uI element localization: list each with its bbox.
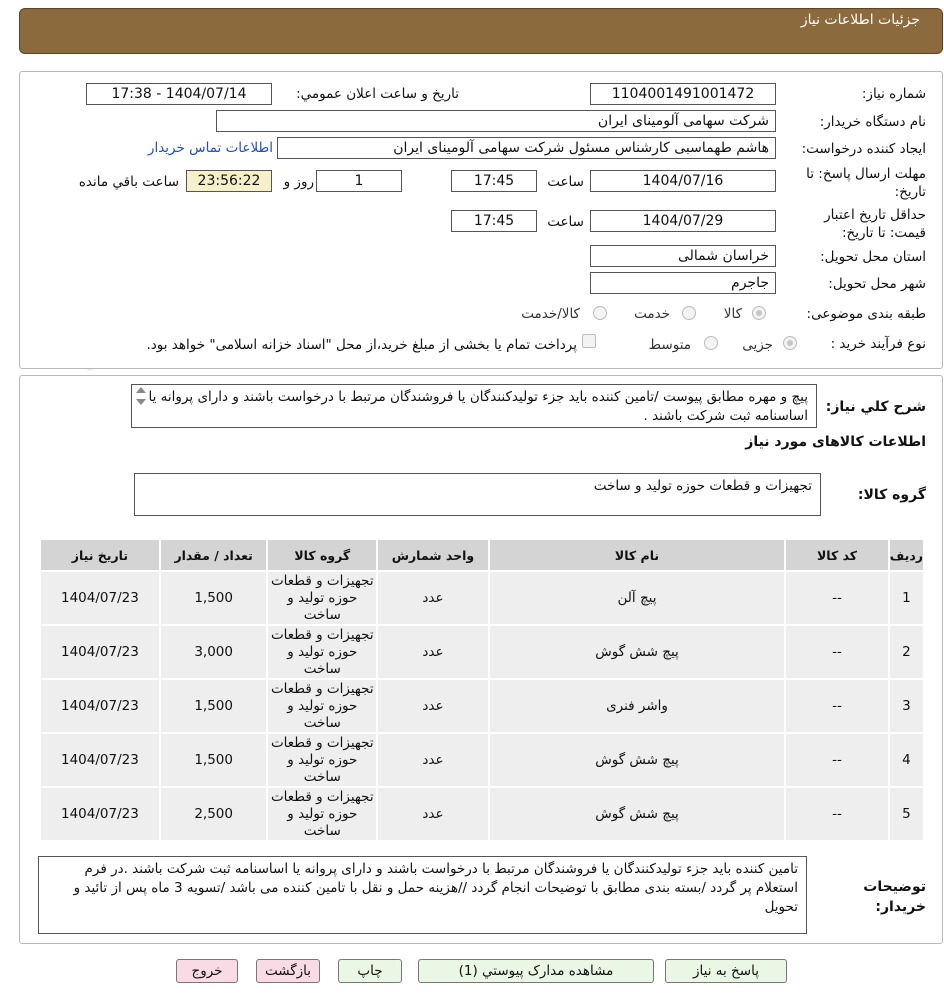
cell-date: 1404/07/23 (40, 625, 160, 679)
creator-field: هاشم طهماسبی کارشناس مسئول شرکت سهامی آلومینای ایران (277, 137, 776, 159)
scroll-down-icon[interactable] (136, 399, 146, 405)
cell-unit: عدد (377, 625, 489, 679)
deadline-days-field: 1 (316, 170, 402, 192)
view-attachments-button[interactable]: مشاهده مدارک پیوستي (1) (418, 959, 654, 983)
remaining-time-label: ساعت باقي مانده (78, 174, 179, 190)
cell-unit: عدد (377, 571, 489, 625)
table-header-row (40, 539, 924, 571)
cell-quantity: 2,500 (160, 787, 268, 841)
summary-text: پیچ و مهره مطابق پیوست /تامین کننده باید جزء تولیدکنندگان یا فروشندگان مرتبط با درخواست باشند و دارای پروانه یا اساسنامه ثبت شرکت باشند . (148, 389, 808, 424)
cell-name: پیچ شش گوش (489, 733, 786, 787)
category-option-goods: کالا (723, 306, 742, 322)
treasury-checkbox[interactable] (582, 334, 596, 348)
print-button[interactable]: چاپ (338, 959, 402, 983)
cell-quantity: 1,500 (160, 733, 268, 787)
cell-date: 1404/07/23 (40, 733, 160, 787)
remaining-time-field: 23:56:22 (186, 170, 272, 192)
buyer-label: نام دستگاه خریدار: (819, 114, 926, 130)
cell-date: 1404/07/23 (40, 787, 160, 841)
cell-name: پیچ شش گوش (489, 787, 786, 841)
announce-label: تاریخ و ساعت اعلان عمومي: (296, 86, 459, 102)
table-row (40, 733, 924, 787)
process-option-medium: متوسط (648, 337, 691, 353)
col-header-code: کد کالا (785, 539, 889, 571)
buyer-field: شرکت سهامی آلومینای ایران (216, 110, 776, 132)
deadline-date-field: 1404/07/16 (590, 170, 776, 192)
category-radio-service[interactable] (682, 306, 696, 320)
process-option-minor: جزیی (742, 337, 773, 353)
validity-date-field: 1404/07/29 (590, 210, 776, 232)
deadline-time-field: 17:45 (451, 170, 537, 192)
cell-code: -- (785, 787, 889, 841)
cell-group: تجهیزات و قطعات حوزه تولید و ساخت (267, 625, 377, 679)
cell-group: تجهیزات و قطعات حوزه تولید و ساخت (267, 679, 377, 733)
cell-group: تجهیزات و قطعات حوزه تولید و ساخت (267, 571, 377, 625)
cell-code: -- (785, 679, 889, 733)
deadline-time-label: ساعت (547, 174, 584, 190)
scroll-up-icon[interactable] (136, 387, 146, 393)
summary-label: شرح کلي نیاز: (825, 399, 926, 415)
cell-date: 1404/07/23 (40, 679, 160, 733)
need-number-field: 1104001491001472 (590, 83, 776, 105)
col-header-quantity: تعداد / مقدار (160, 539, 268, 571)
back-button[interactable]: بازگشت (256, 959, 320, 983)
creator-label: ایجاد کننده درخواست: (801, 141, 926, 157)
col-header-row-number: ردیف (889, 539, 924, 571)
cell-name: پیچ آلن (489, 571, 786, 625)
items-table (39, 538, 925, 842)
validity-time-field: 17:45 (451, 210, 537, 232)
buyer-contact-link[interactable]: اطلاعات تماس خریدار (147, 140, 273, 156)
need-number-label: شماره نیاز: (861, 86, 926, 102)
province-label: استان محل تحویل: (820, 249, 926, 265)
table-row (40, 679, 924, 733)
table-row (40, 571, 924, 625)
cell-row-number: 5 (889, 787, 924, 841)
cell-unit: عدد (377, 679, 489, 733)
province-field: خراسان شمالی (590, 245, 776, 267)
cell-date: 1404/07/23 (40, 571, 160, 625)
buyer-notes-textarea[interactable] (38, 856, 807, 934)
cell-code: -- (785, 733, 889, 787)
summary-textarea[interactable] (131, 384, 817, 428)
cell-row-number: 4 (889, 733, 924, 787)
city-label: شهر محل تحویل: (828, 276, 926, 292)
category-radio-goods[interactable] (752, 306, 766, 320)
summary-scroll-arrows[interactable] (135, 385, 147, 407)
reply-button[interactable]: پاسخ به نیاز (665, 959, 787, 983)
category-option-goods-service: کالا/خدمت (521, 306, 580, 322)
cell-quantity: 3,000 (160, 625, 268, 679)
cell-quantity: 1,500 (160, 571, 268, 625)
buyer-notes-label: توضیحات خریدار: (863, 879, 926, 915)
goods-section-title: اطلاعات کالاهای مورد نیاز (745, 434, 926, 450)
cell-name: پیچ شش گوش (489, 625, 786, 679)
goods-group-label: گروه کالا: (857, 487, 926, 503)
validity-label: حداقل تاریخ اعتبار قیمت: تا تاریخ: (824, 207, 926, 241)
cell-row-number: 3 (889, 679, 924, 733)
cell-group: تجهیزات و قطعات حوزه تولید و ساخت (267, 787, 377, 841)
deadline-days-label: روز و (283, 174, 314, 190)
table-row (40, 787, 924, 841)
goods-group-textarea[interactable] (134, 473, 821, 516)
cell-group: تجهیزات و قطعات حوزه تولید و ساخت (267, 733, 377, 787)
col-header-unit: واحد شمارش (377, 539, 489, 571)
goods-group-text: تجهیزات و قطعات حوزه تولید و ساخت (593, 478, 812, 494)
deadline-label: مهلت ارسال پاسخ: تا تاریخ: (806, 166, 926, 200)
announce-field: 1404/07/14 - 17:38 (86, 83, 272, 105)
col-header-date: تاریخ نیاز (40, 539, 160, 571)
process-radio-minor[interactable] (783, 336, 797, 350)
cell-unit: عدد (377, 787, 489, 841)
col-header-name: نام کالا (489, 539, 786, 571)
cell-code: -- (785, 571, 889, 625)
exit-button[interactable]: خروج (176, 959, 238, 983)
process-radio-medium[interactable] (704, 336, 718, 350)
cell-quantity: 1,500 (160, 679, 268, 733)
validity-time-label: ساعت (547, 214, 584, 230)
page-title: جزئیات اطلاعات نیاز (800, 12, 920, 28)
category-radio-goods-service[interactable] (593, 306, 607, 320)
category-label: طبقه بندی موضوعی: (806, 306, 926, 322)
buyer-notes-text: تامین کننده باید جزء تولیدکنندگان یا فروشندگان مرتبط با درخواست باشند و دارای پروانه یا اساسنامه ثبت شرکت باشند .در فرم استعلام پر گردد /بسته بندی مطابق با توضیحات انجام گردد //هزینه حمل و نقل با تامین کننده می باشد /تسویه 3 ماه پس از تائید و تحویل (73, 861, 798, 915)
cell-name: واشر فنری (489, 679, 786, 733)
cell-row-number: 1 (889, 571, 924, 625)
cell-row-number: 2 (889, 625, 924, 679)
category-option-service: خدمت (634, 306, 670, 322)
col-header-group: گروه کالا (267, 539, 377, 571)
process-label: نوع فرآیند خرید : (830, 336, 926, 352)
table-row (40, 625, 924, 679)
cell-code: -- (785, 625, 889, 679)
cell-unit: عدد (377, 733, 489, 787)
treasury-note: پرداخت تمام یا بخشی از مبلغ خرید،از محل "اسناد خزانه اسلامی" خواهد بود. (146, 337, 577, 353)
city-field: جاجرم (590, 272, 776, 294)
